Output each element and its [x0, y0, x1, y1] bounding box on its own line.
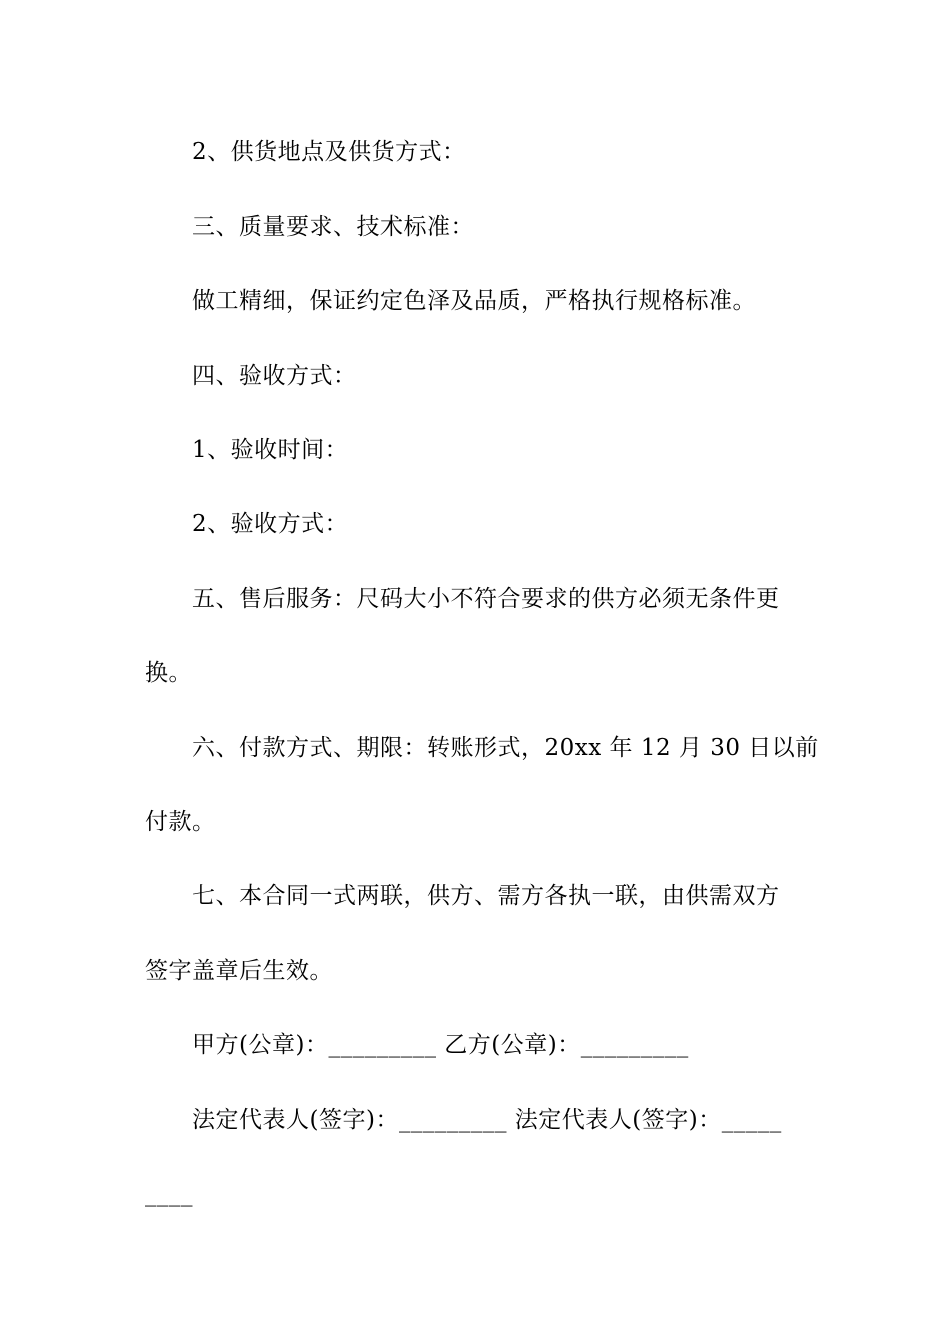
section-after-sales-line2: 换。	[145, 660, 192, 686]
item-supply-location: 2、供货地点及供货方式：	[192, 139, 466, 165]
section-acceptance-heading: 四、验收方式：	[192, 363, 357, 389]
signature-representative-line2: ____	[145, 1181, 193, 1207]
section-payment-line2: 付款。	[145, 809, 216, 835]
section-copies-line1: 七、本合同一式两联，供方、需方各执一联，由供需双方	[192, 883, 780, 909]
signature-representative-line1: 法定代表人(签字)：_________ 法定代表人(签字)：_____	[192, 1107, 782, 1133]
quality-paragraph: 做工精细，保证约定色泽及品质，严格执行规格标准。	[192, 288, 756, 314]
section-quality-heading: 三、质量要求、技术标准：	[192, 214, 474, 240]
section-copies-line2: 签字盖章后生效。	[145, 958, 333, 984]
section-payment-line1: 六、付款方式、期限：转账形式，20xx 年 12 月 30 日以前	[192, 735, 819, 761]
signature-seal-line: 甲方(公章)：_________ 乙方(公章)：_________	[192, 1032, 689, 1058]
item-acceptance-time: 1、验收时间：	[192, 437, 349, 463]
section-after-sales-line1: 五、售后服务：尺码大小不符合要求的供方必须无条件更	[192, 586, 780, 612]
item-acceptance-method: 2、验收方式：	[192, 511, 349, 537]
